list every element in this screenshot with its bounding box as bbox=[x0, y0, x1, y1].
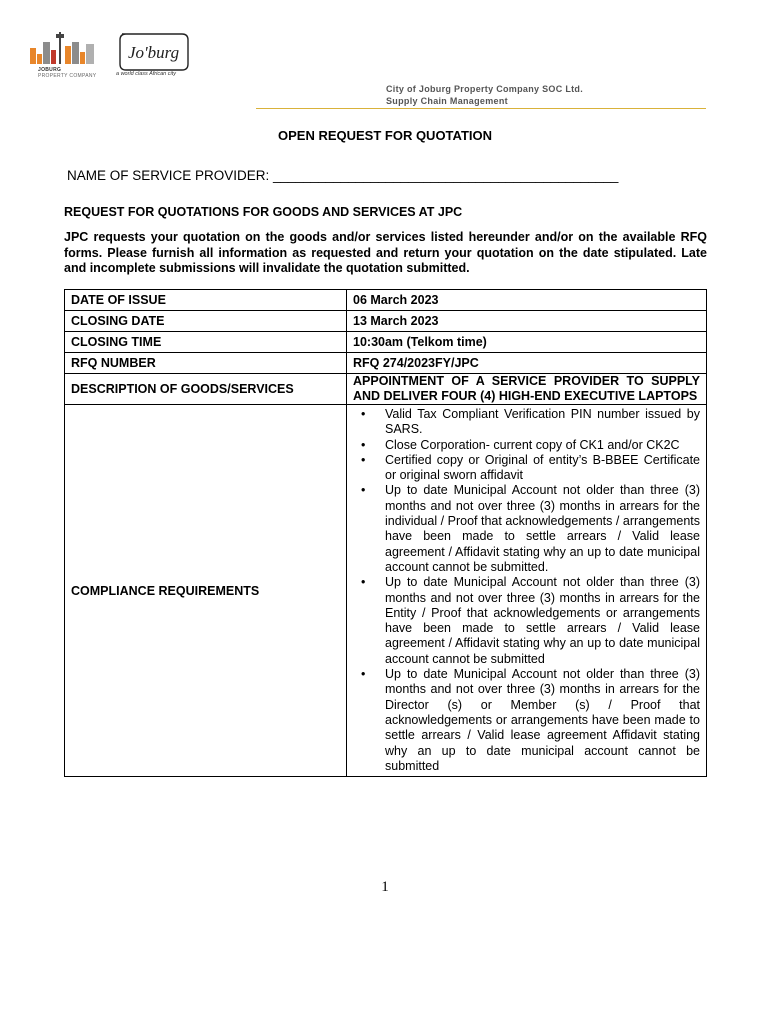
list-item: • Up to date Municipal Account not older than three (3) months and not over three (3) months in arrears for the Entity / Proof that acknowledgements or arrangements have been made to settle arrears / Valid lease agreement / Affidavit stating why an up to date municipal account cannot be submitted bbox=[361, 575, 700, 666]
bullet-icon: • bbox=[361, 452, 366, 467]
section-heading: REQUEST FOR QUOTATIONS FOR GOODS AND SERVICES AT JPC bbox=[64, 205, 463, 219]
row-value: 06 March 2023 bbox=[347, 290, 707, 311]
header-divider bbox=[256, 108, 706, 109]
list-item: • Valid Tax Compliant Verification PIN number issued by SARS. bbox=[361, 407, 700, 437]
compliance-label: COMPLIANCE REQUIREMENTS bbox=[65, 405, 347, 777]
service-provider-line: NAME OF SERVICE PROVIDER: ______________________________________________ bbox=[67, 168, 619, 183]
table-row bbox=[65, 311, 707, 332]
intro-paragraph: JPC requests your quotation on the goods and/or services listed hereunder and/or on the available RFQ forms. Please furnish all information as requested and return your quotation on the date stipulated. Late and incomplete submissions will invalidate the quotation submitted. bbox=[64, 230, 707, 275]
joburg-logo bbox=[116, 30, 192, 74]
jpc-logo-text: JOBURG PROPERTY COMPANY bbox=[38, 67, 97, 79]
table-row bbox=[65, 405, 707, 777]
rfq-details-table bbox=[64, 289, 707, 777]
table-row bbox=[65, 332, 707, 353]
bullet-icon: • bbox=[361, 483, 366, 498]
list-item: • Certified copy or Original of entity’s B-BBEE Certificate or original sworn affidavit bbox=[361, 452, 700, 483]
row-label: DATE OF ISSUE bbox=[65, 290, 347, 311]
list-item: • Close Corporation- current copy of CK1 and/or CK2C bbox=[361, 437, 680, 452]
compliance-list-cell bbox=[347, 405, 707, 777]
document-title: OPEN REQUEST FOR QUOTATION bbox=[277, 128, 493, 143]
joburg-tagline: a world class African city bbox=[116, 71, 177, 77]
table-row bbox=[65, 374, 707, 405]
page-number: 1 bbox=[381, 879, 389, 895]
list-item: • Up to date Municipal Account not older than three (3) months and not over three (3) months in arrears for the Director (s) or Member (s) / Proof that acknowledgements or arrangements have been made to settle arrears / Valid lease agreement Affidavit stating why an up to date municipal account cannot be submitted bbox=[361, 667, 700, 773]
department-name: Supply Chain Management bbox=[386, 96, 508, 106]
bullet-icon: • bbox=[361, 407, 366, 421]
row-value: 10:30am (Telkom time) bbox=[347, 332, 707, 353]
table-row bbox=[65, 290, 707, 311]
description-value: APPOINTMENT OF A SERVICE PROVIDER TO SUPPLY AND DELIVER FOUR (4) HIGH-END EXECUTIVE LAPTOPS bbox=[347, 374, 707, 405]
list-item: • Up to date Municipal Account not older than three (3) months and not over three (3) months in arrears for the individual / Proof that acknowledgements / arrangements have been made to settle arrears / Valid lease agreement / Affidavit stating why an up to date municipal account cannot be submitted. bbox=[361, 483, 700, 574]
bullet-icon: • bbox=[361, 667, 366, 682]
row-label: CLOSING DATE bbox=[65, 311, 347, 332]
description-label: DESCRIPTION OF GOODS/SERVICES bbox=[65, 374, 347, 405]
bullet-icon: • bbox=[361, 437, 366, 452]
bullet-icon: • bbox=[361, 575, 366, 590]
company-header bbox=[386, 83, 583, 107]
row-label: RFQ NUMBER bbox=[65, 353, 347, 374]
row-label: CLOSING TIME bbox=[65, 332, 347, 353]
svg-text:Jo'burg: Jo'burg bbox=[128, 43, 180, 62]
row-value: 13 March 2023 bbox=[347, 311, 707, 332]
company-name: City of Joburg Property Company SOC Ltd. bbox=[386, 84, 584, 94]
compliance-list bbox=[347, 405, 700, 776]
row-value: RFQ 274/2023FY/JPC bbox=[347, 353, 707, 374]
table-row bbox=[65, 353, 707, 374]
